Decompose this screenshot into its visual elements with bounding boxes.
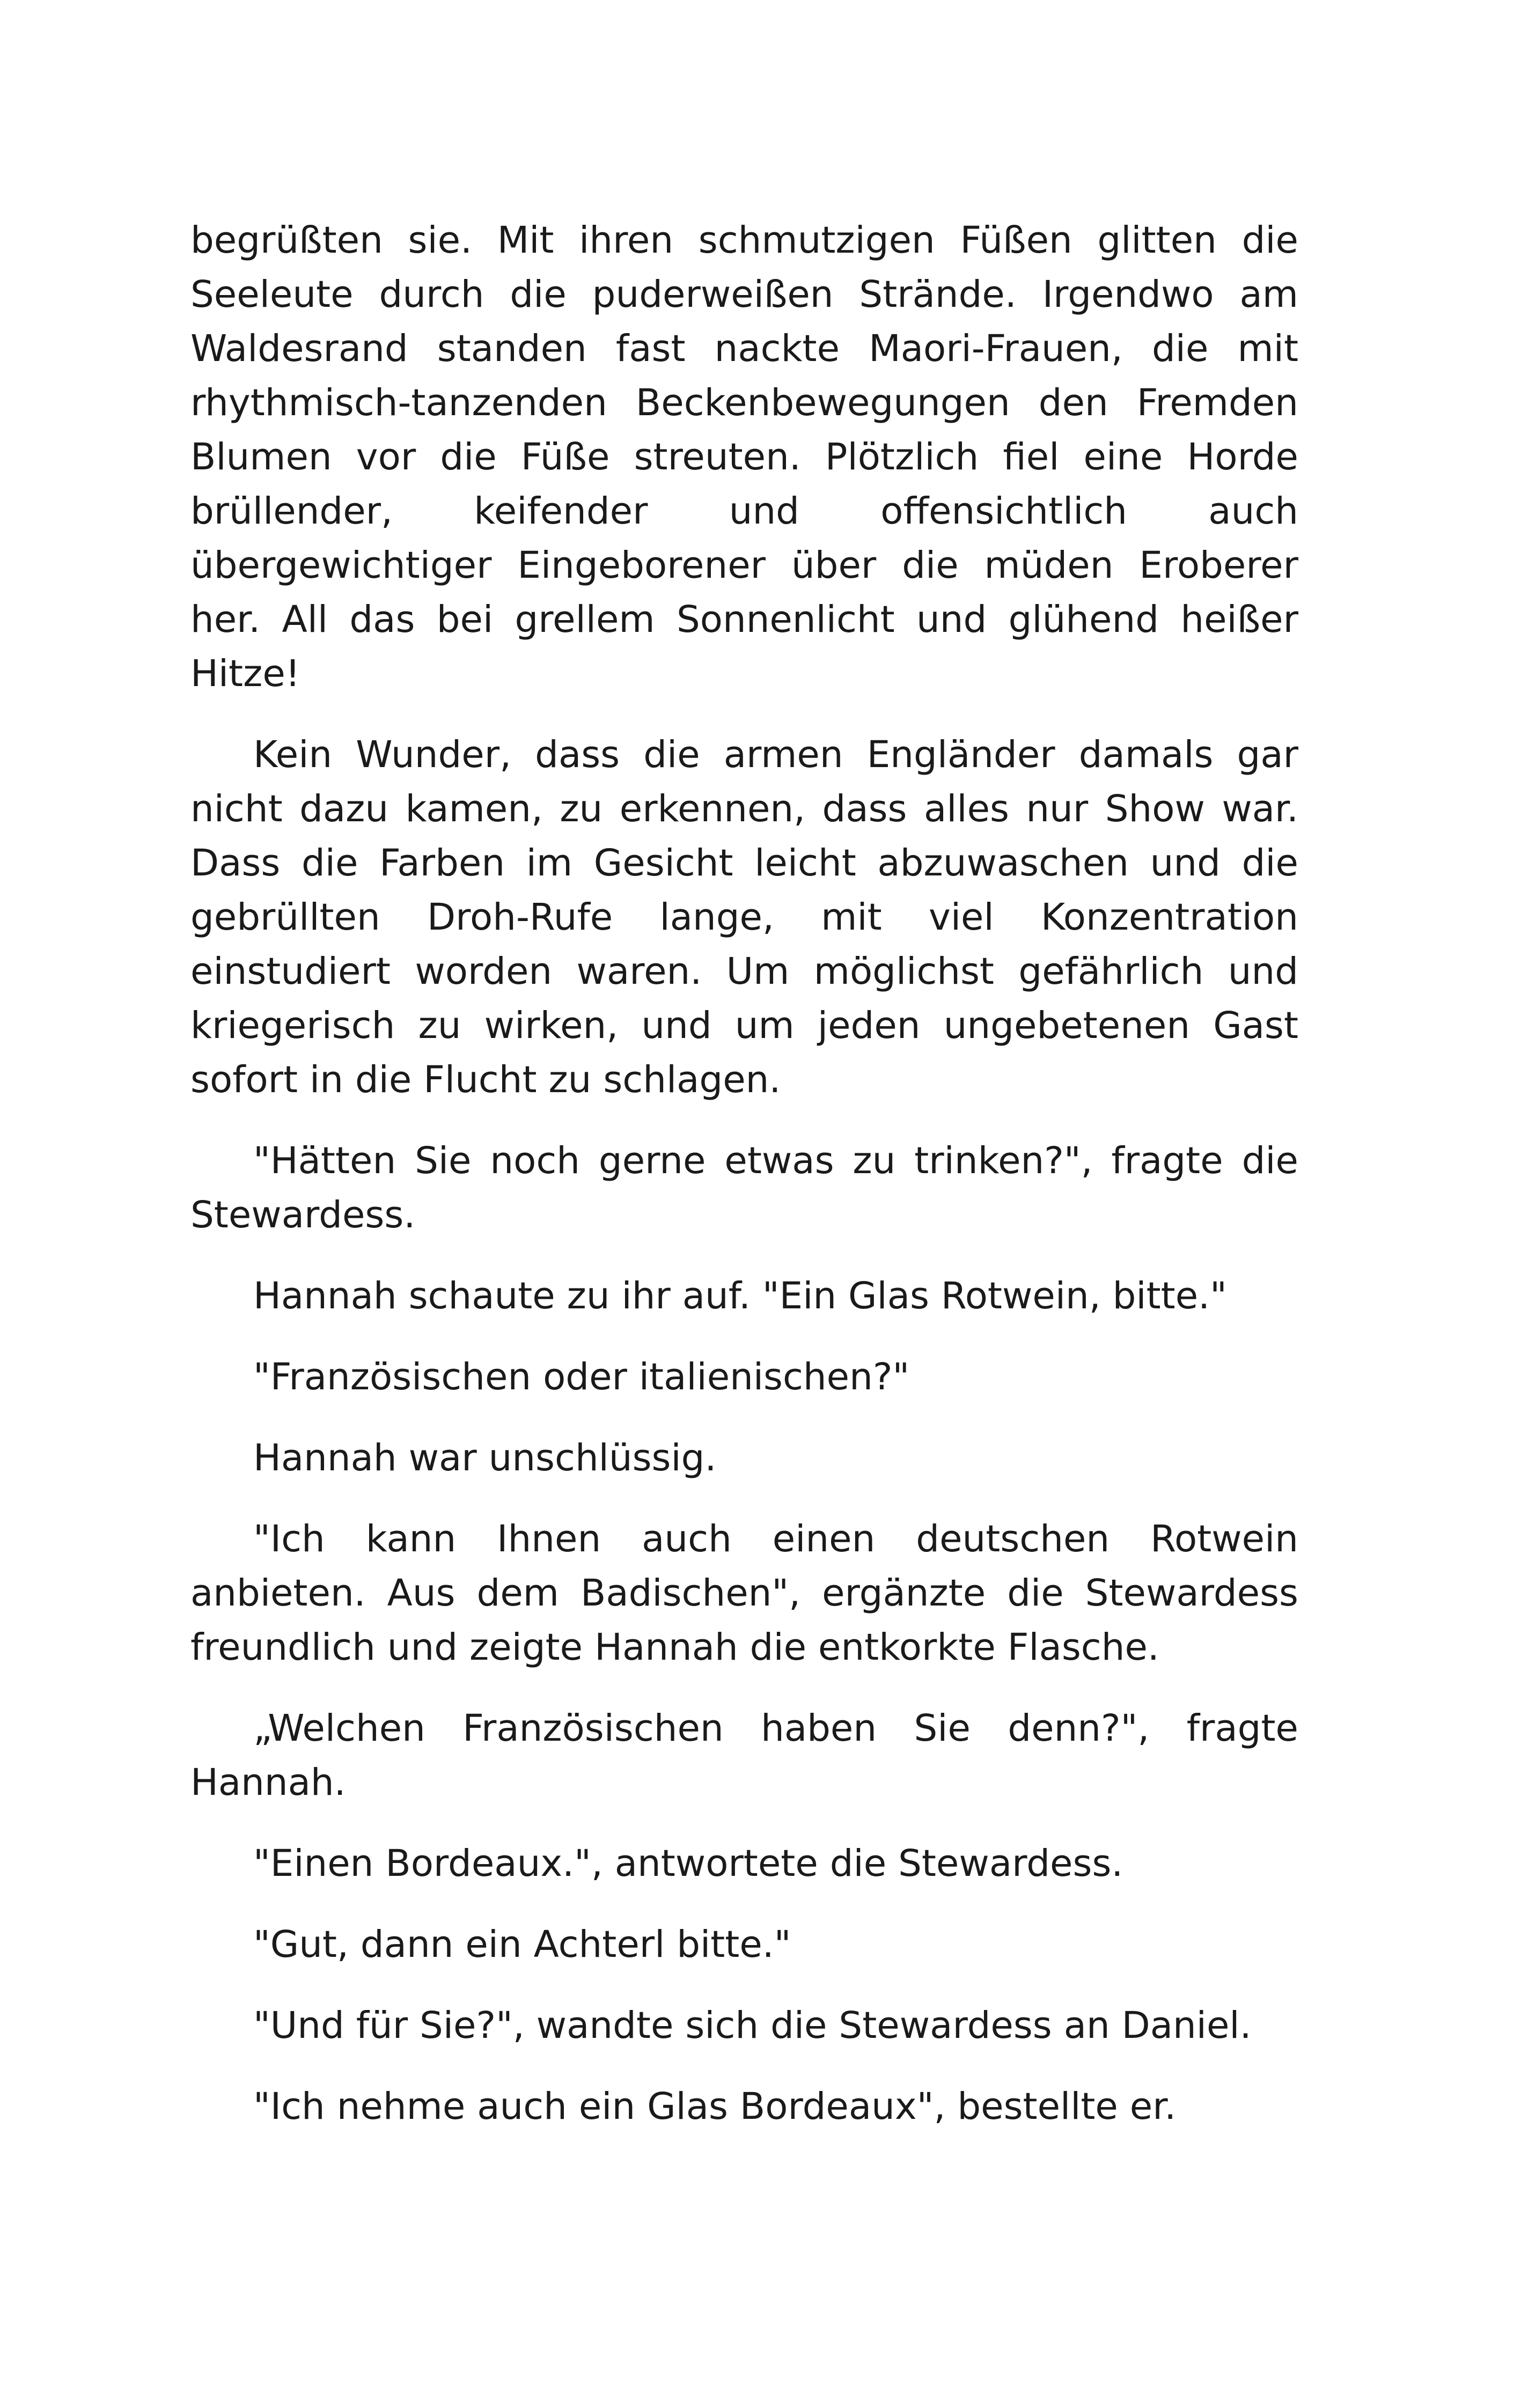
paragraph: "Hätten Sie noch gerne etwas zu trinken?", fragte die Stewardess.: [190, 1139, 1298, 1236]
paragraph: "Gut, dann ein Achterl bitte.": [253, 1923, 791, 1966]
body-text: [190, 213, 1298, 2161]
paragraph: "Einen Bordeaux.", antwortete die Stewardess.: [253, 1842, 1123, 1885]
paragraph: "Französischen oder italienischen?": [253, 1356, 910, 1398]
paragraph: "Ich kann Ihnen auch einen deutschen Rotwein anbieten. Aus dem Badischen", ergänzte die Stewardess freundlich und zeigte Hannah die entkorkte Flasche.: [190, 1518, 1298, 1669]
paragraph: Hannah war unschlüssig.: [253, 1437, 717, 1479]
paragraph: begrüßten sie. Mit ihren schmutzigen Füßen glitten die Seeleute durch die puderweißen Strände. Irgendwo am Waldesrand standen fast nackte Maori-Frauen, die mit rhythmisch-tanzenden Beckenbewegungen den Fremden Blumen vor die Füße streuten. Plötzlich fiel eine Horde brüllender, keifender und offensichtlich auch übergewichtiger Eingeborener über die müden Eroberer her. All das bei grellem Sonnenlicht und glühend heißer Hitze!: [190, 219, 1298, 695]
paragraph: Hannah schaute zu ihr auf. "Ein Glas Rotwein, bitte.": [253, 1275, 1227, 1317]
paragraph: "Ich nehme auch ein Glas Bordeaux", bestellte er.: [253, 2085, 1177, 2128]
paragraph: „Welchen Französischen haben Sie denn?", fragte Hannah.: [190, 1707, 1298, 1804]
paragraph: "Und für Sie?", wandte sich die Stewardess an Daniel.: [253, 2004, 1252, 2047]
paragraph: Kein Wunder, dass die armen Engländer damals gar nicht dazu kamen, zu erkennen, dass alles nur Show war. Dass die Farben im Gesicht leicht abzuwaschen und die gebrüllten Droh-Rufe lange, mit viel Konzentration einstudiert worden waren. Um möglichst gefährlich und kriegerisch zu wirken, und um jeden ungebetenen Gast sofort in die Flucht zu schlagen.: [190, 733, 1298, 1101]
